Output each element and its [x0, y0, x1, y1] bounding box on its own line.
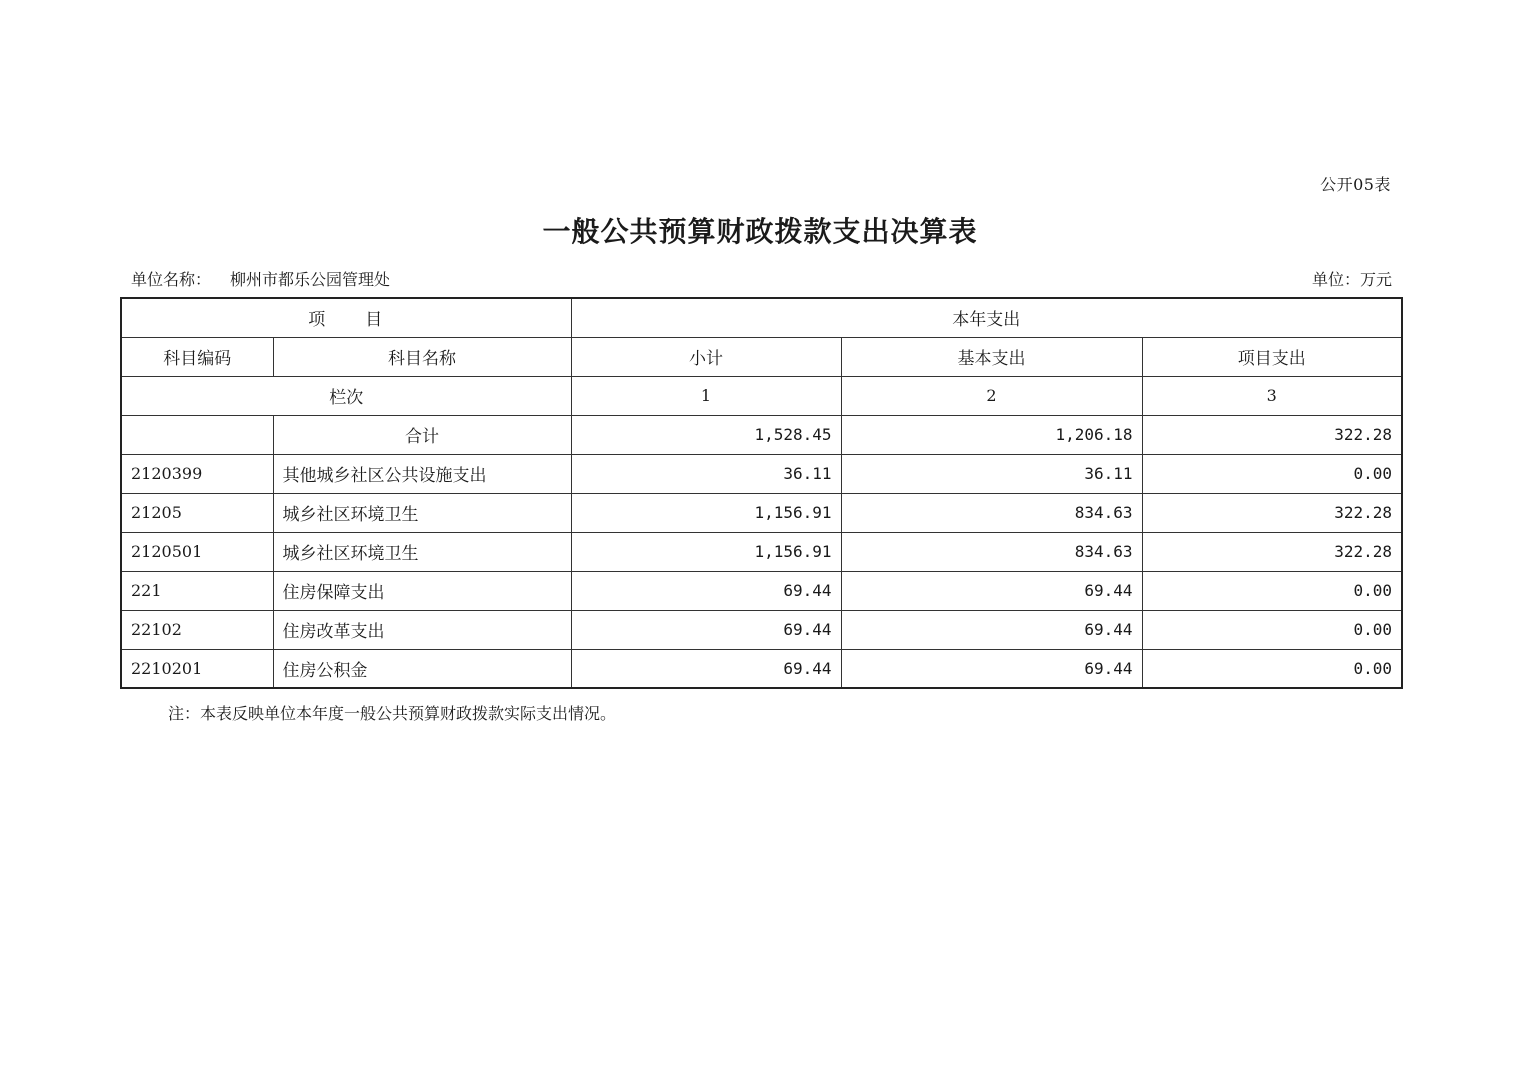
row-name: 城乡社区环境卫生 [273, 532, 571, 571]
row-subtotal: 36.11 [571, 454, 841, 493]
row-basic: 834.63 [841, 493, 1142, 532]
row-name: 住房保障支出 [273, 571, 571, 610]
row-name: 住房改革支出 [273, 610, 571, 649]
row-name: 城乡社区环境卫生 [273, 493, 571, 532]
column-number-1: 1 [571, 376, 841, 415]
header-row-2 [121, 337, 1402, 376]
row-code: 21205 [121, 493, 273, 532]
row-code: 221 [121, 571, 273, 610]
row-project: 0.00 [1142, 454, 1402, 493]
header-project: 项目支出 [1142, 337, 1402, 376]
table-row [121, 571, 1402, 610]
column-number-2: 2 [841, 376, 1142, 415]
row-project: 322.28 [1142, 493, 1402, 532]
row-code: 2120399 [121, 454, 273, 493]
row-basic: 834.63 [841, 532, 1142, 571]
row-code: 22102 [121, 610, 273, 649]
row-name: 其他城乡社区公共设施支出 [273, 454, 571, 493]
unit-name-value: 柳州市都乐公园管理处 [230, 270, 391, 289]
table-row [121, 454, 1402, 493]
total-subtotal: 1,528.45 [571, 415, 841, 454]
total-row [121, 415, 1402, 454]
row-basic: 69.44 [841, 649, 1142, 688]
unit-name-label: 单位名称： [131, 270, 212, 289]
row-subtotal: 69.44 [571, 571, 841, 610]
expense-table [120, 297, 1403, 689]
row-project: 0.00 [1142, 610, 1402, 649]
row-basic: 69.44 [841, 571, 1142, 610]
total-project: 322.28 [1142, 415, 1402, 454]
document-title: 一般公共预算财政拨款支出决算表 [542, 215, 978, 248]
header-current-year-expense: 本年支出 [571, 298, 1402, 337]
header-code: 科目编码 [121, 337, 273, 376]
header-item: 项 目 [121, 298, 571, 337]
footnote: 注：本表反映单位本年度一般公共预算财政拨款实际支出情况。 [168, 704, 617, 723]
header-row-1 [121, 298, 1402, 337]
table-row [121, 532, 1402, 571]
row-subtotal: 1,156.91 [571, 532, 841, 571]
column-number-3: 3 [1142, 376, 1402, 415]
row-basic: 69.44 [841, 610, 1142, 649]
row-subtotal: 1,156.91 [571, 493, 841, 532]
row-basic: 36.11 [841, 454, 1142, 493]
total-basic: 1,206.18 [841, 415, 1142, 454]
row-code: 2120501 [121, 532, 273, 571]
row-project: 0.00 [1142, 571, 1402, 610]
total-label: 合计 [273, 415, 571, 454]
row-name: 住房公积金 [273, 649, 571, 688]
header-name: 科目名称 [273, 337, 571, 376]
row-project: 0.00 [1142, 649, 1402, 688]
column-number-row [121, 376, 1402, 415]
column-number-label: 栏次 [121, 376, 571, 415]
row-subtotal: 69.44 [571, 649, 841, 688]
header-basic: 基本支出 [841, 337, 1142, 376]
meta-row [131, 267, 1392, 289]
table-row [121, 493, 1402, 532]
table-row [121, 610, 1402, 649]
row-project: 322.28 [1142, 532, 1402, 571]
unit-label: 单位：万元 [1311, 270, 1392, 289]
header-subtotal: 小计 [571, 337, 841, 376]
row-code: 2210201 [121, 649, 273, 688]
form-code: 公开05表 [1320, 175, 1391, 194]
total-code-cell [121, 415, 273, 454]
row-subtotal: 69.44 [571, 610, 841, 649]
table-row [121, 649, 1402, 688]
